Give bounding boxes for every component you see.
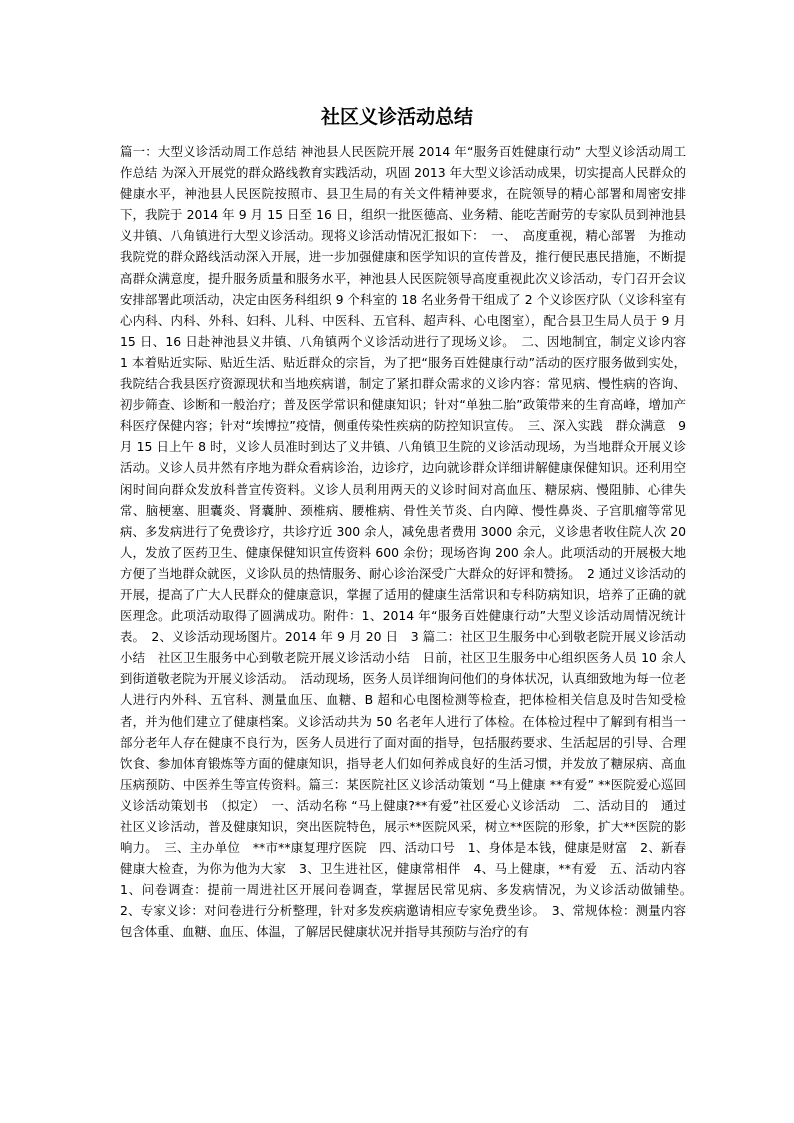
document-title: 社区义诊活动总结 xyxy=(320,106,473,128)
document-body: 篇一：大型义诊活动周工作总结 神池县人民医院开展 2014 年“服务百姓健康行动” 大型义诊活动周工作总结 为深入开展党的群众路线教育实践活动，巩固 2013 年大型义诊活动成果，切实提高人民群众的健康水平，神池县人民医院按照市、县卫生局的有关文件精神要求，在院领导的精心部署和周密安排下，我院于 2014 年 9 月 15 日至 16 日，组织一批医德高、业务精、能吃苦耐劳的专家队员到神池县义井镇、八角镇进行大型义诊活动。现将义诊活动情况汇报如下： 一、 高度重视，精心部署 为推动我院党的群众路线活动深入开展，进一步加强健康和医学知识的宣传普及，推行便民惠民措施，不断提高群众满意度，提升服务质量和服务水平，神池县人民医院领导高度重视此次义诊活动，专门召开会议安排部署此项活动，决定由医务科组织 9 个科室的 18 名业务骨干组成了 2 个义诊医疗队（义诊科室有心内科、内科、外科、妇科、儿科、中医科、五官科、超声科、心电图室），配合县卫生局人员于 9 月 15 日、16 日赴神池县义井镇、八角镇两个义诊活动进行了现场义诊。 二、因地制宜，制定义诊内容 1 本着贴近实际、贴近生活、贴近群众的宗旨，为了把“服务百姓健康行动”活动的医疗服务做到实处，我院结合我县医疗资源现状和当地疾病谱，制定了紧扣群众需求的义诊内容：常见病、慢性病的咨询、初步筛查、诊断和一般治疗；普及医学常识和健康知识；针对“单独二胎”政策带来的生育高峰，增加产科医疗保健内容；针对“埃博拉”疫情，侧重传染性疾病的防控知识宣传。 三、深入实践 群众满意 9 月 15 日上午 8 时，义诊人员准时到达了义井镇、八角镇卫生院的义诊活动现场，为当地群众开展义诊活动。义诊人员井然有序地为群众看病诊治，边诊疗，边向就诊群众详细讲解健康保健知识。还利用空闲时间向群众发放科普宣传资料。义诊人员利用两天的义诊时间对高血压、糖尿病、慢阻肺、心律失常、脑梗塞、胆囊炎、肾囊肿、颈椎病、腰椎病、骨性关节炎、白内障、慢性鼻炎、子宫肌瘤等常见病、多发病进行了免费诊疗，共诊疗近 300 余人，减免患者费用 3000 余元，义诊患者收住院人次 20 人，发放了医药卫生、健康保健知识宣传资料 600 余份；现场咨询 200 余人。此项活动的开展极大地方便了当地群众就医，义诊队员的热情服务、耐心诊治深受广大群众的好评和赞扬。 2 通过义诊活动的开展，提高了广大人民群众的健康意识，掌握了适用的健康生活常识和专科防病知识，培养了正确的就医理念。此项活动取得了圆满成功。附件：1、2014 年“服务百姓健康行动”大型义诊活动周情况统计表。 2、义诊活动现场图片。2014 年 9 月 20 日 3 篇二：社区卫生服务中心到敬老院开展义诊活动小结 社区卫生服务中心到敬老院开展义诊活动小结 日前，社区卫生服务中心组织医务人员 10 余人到街道敬老院为开展义诊活动。 活动现场，医务人员详细询问他们的身体状况，认真细致地为每一位老人进行内外科、五官科、测量血压、血糖、B 超和心电图检测等检查，把体检相关信息及时告知受检者，并为他们建立了健康档案。义诊活动共为 50 名老年人进行了体检。在体检过程中了解到有相当一部分老年人存在健康不良行为，医务人员进行了面对面的指导，包括服药要求、生活起居的引导、合理饮食、参加体育锻炼等方面的健康知识，指导老人们如何养成良好的生活习惯，并发放了糖尿病、高血压病预防、中医养生等宣传资料。篇三：某医院社区义诊活动策划 “马上健康 **有爱” **医院爱心巡回义诊活动策划书 （拟定） 一、活动名称 “马上健康?**有爱”社区爱心义诊活动 二、活动目的 通过社区义诊活动，普及健康知识，突出医院特色，展示**医院风采，树立**医院的形象，扩大**医院的影响力。 三、主办单位 **市**康复理疗医院 四、活动口号 1、身体是本钱，健康是财富 2、新春健康大检查，为你为他为大家 3、卫生进社区，健康常相伴 4、马上健康，**有爱 五、活动内容 1、问卷调查：提前一周进社区开展问卷调查，掌握居民常见病、多发病情况，为义诊活动做铺垫。 2、专家义诊：对问卷进行分析整理，针对多发疾病邀请相应专家免费坐诊。 3、常规体检：测量内容包含体重、血糖、血压、体温，了解居民健康状况并指导其预防与治疗的有 xyxy=(120,144,699,940)
